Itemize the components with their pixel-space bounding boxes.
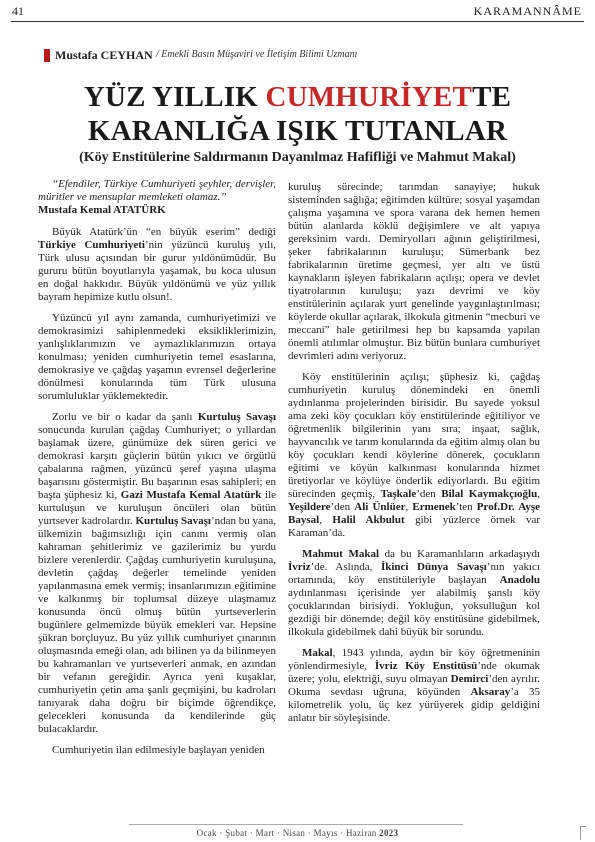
article-subtitle: (Köy Enstitülerine Saldırmanın Dayanılmaz Hafifliği ve Mahmut Makal) xyxy=(79,150,516,165)
paragraph: kuruluş sürecinde; tarımdan sanayiye; hukuk sisteminden sağlığa; eğitimden kültüre; sosyal yaşamdan çalışma yaşamına ve spora varana dek hemen hemen bütün alanlarda köklü değişimlere ve alt yapıya gereksinim vardı. Demiryolları ağının geliştirilmesi, şeker fabrikalarının kuruluşu; Sümerbank bez fabrikalarının üretime geçmesi, yer altı ve üstü kaynakların işleyen fabrikaların açılışı; opera ve devlet tiyatrolarının kuruluşu; yazı devrimi ve köy enstitülerinin açılarak yurt genelinde yaygınlaştırılması; köylerde okullar açılarak, ilkokula gitmenin “mecburi ve meccani” hale getirilmesi hep bu kapsamda yapılan önemli atılımlar olmuştur. Biz bütün bunlara cumhuriyet devrimleri adını veriyoruz. xyxy=(288,181,540,362)
article-title-line-2: KARANLIĞA IŞIK TUTANLAR xyxy=(87,115,508,147)
page-number: 41 xyxy=(12,4,24,18)
paragraph: Büyük Atatürk’ün “en büyük eserim” dediği Türkiye Cumhuriyeti’nin yüzüncü kuruluş yılı, Türk ulusu açısından bir gurur yıldönümüdür. Bu gururu bütün boyutlarıyla yaşamak, bu koca ulusun en doğal hakkıdır. Büyük yıldönümü ve yüz yıllık bayram hepimize kutlu olsun!. xyxy=(38,226,276,303)
page-footer xyxy=(0,824,595,842)
author-name: Mustafa CEYHAN xyxy=(55,48,153,62)
right-column xyxy=(288,181,540,733)
paragraph: Köy enstitülerinin açılışı; şüphesiz ki, çağdaş cumhuriyetin kuruluş dönemindeki en önemli aydınlanma projelerinden birisidir. Bu sayede yoksul ama zeki köy çocukları köy enstitülerinde eğitiliyor ve öğretmenlik bilgilerinin yanı sıra; inşaat, sağlık, hayvancılık ve tarım konularında da eğitim almış olan bu köy çocukları kendi köylerine dönerek, çocukların eğitimi ve köyün kalkınması konularında hizmet üretiyorlar ve köylüye önderlik ediyorlardı. Bu eğitim sürecinden geçmiş, Taşkale’den Bilal Kaymakçıoğlu, Yeşildere’den Ali Ünlüer, Ermenek’ten Prof.Dr. Ayşe Baysal, Halil Akbulut gibi yüzlerce örnek var Karaman’da. xyxy=(288,371,541,539)
title-text: TE xyxy=(472,81,512,113)
magazine-name: KARAMANNÂME xyxy=(473,4,582,18)
paragraph: Mahmut Makal da bu Karamanlıların arkadaşıydı İvriz’de. Aslında, İkinci Dünya Savaşı’nın yakıcı ortamında, köy enstitüleriyle başlayan Anadolu aydınlanması içerisinde yer alabilmiş şanslı köy çocuklarından birisiydi. Yokluğun, yoksulluğun kol gezdiği bir dönemde; değil köy enstitüsüne gidebilmek, ilkokula gidebilmek dahi büyük bir sorundu. xyxy=(288,548,541,638)
title-text: YÜZ YILLIK xyxy=(83,81,266,113)
epigraph-quote: “Efendiler, Türkiye Cumhuriyeti şeyhler, dervişler, müritler ve mensuplar memleketi olamaz.” xyxy=(38,178,276,203)
paragraph: Yüzüncü yıl aynı zamanda, cumhuriyetimizi ve demokrasimizi sahiplenmedeki eksikliklerimizin, yanlışlıklarımızın ve aymazlıklarımızın ortaya konulması; yeniden cumhuriyetin temel esaslarına, demokrasiye ve çağdaş yaşamın evrensel değerlerine dönülmesi konularında tüm Türk ulusuna sorumluluklar yüklemektedir. xyxy=(38,312,276,402)
footer-corner-mark xyxy=(580,826,586,840)
header-rule xyxy=(11,21,584,22)
page-header xyxy=(0,0,595,24)
article-title-line-1 xyxy=(0,80,595,114)
author-accent-bar xyxy=(44,49,50,62)
author-role: / Emekli Basın Müşaviri ve İletişim Bilimi Uzmanı xyxy=(156,49,358,60)
paragraph: Cumhuriyetin ilan edilmesiyle başlayan yeniden xyxy=(52,744,265,756)
issue-year: 2023 xyxy=(379,828,399,838)
title-highlight: CUMHURİYET xyxy=(265,81,473,113)
author-line xyxy=(44,47,555,67)
paragraph: Makal, 1943 yılında, aydın bir köy öğretmeninin yönlendirmesiyle, İvriz Köy Enstitüsü’nde okumak üzere; yolu, elektriği, suyu olmayan Demirci’den ayrılır. Okuma sevdası uğruna, köyünden Aksaray’a 35 kilometrelik yolu, üç kez yürüyerek gidip geldiğini anlatır bir söyleşisinde. xyxy=(288,647,541,724)
footer-rule xyxy=(129,824,463,825)
paragraph: Zorlu ve bir o kadar da şanlı Kurtuluş Savaşı sonucunda kurulan çağdaş Cumhuriyet; o yıllardan başlamak üzere, günümüze dek süren gerici ve demokrasi karşıtı güçlerin bütün yıkıcı ve örgütlü çabalarına rağmen, yüzüncü şeref yaşına ulaşma başarısını göstermiştir. Bu başarının esas sahipleri; en başta şüphesiz ki, Gazi Mustafa Kemal Atatürk ile kurtuluşun ve kuruluşun öncüleri olan bütün yurtsever kadrolardır. Kurtuluş Savaşı’ndan bu yana, ülkemizin bağımsızlığı için canını vermiş olan kahraman şehitlerimiz ve gazilerimiz bu yurdu bizlere verenlerdir. Çağdaş cumhuriyetin kuruluşuna, devletin çağdaş değerler temelinde yeniden yapılanmasına emek vermiş; insanlarımızın eğitimine ve kalkınmış bir toplumsal düzeye ulaşmamız konusunda öncü olmuş bütün yurtseverlerin bugünlere gelmemizde büyük emekleri var. Hepsine şükran borçluyuz. Bu yüz yıllık cumhuriyet çınarının oluşmasında emeği olan, adı bilinen ya da bilinmeyen bu kahramanları ve yurtseverleri anmak, en azından bir vefanın gereğidir. Ayrıca yeni kuşaklar, cumhuriyetin çetin ama şanlı geçmişini, bu kadroları tanıyarak daha doğru bir biçimde öğrendikçe, gelecekleri konusunda da kendilerinde güç bulacaklardır. xyxy=(38,411,277,735)
issue-months: Ocak · Şubat · Mart · Nisan · Mayıs · Haziran xyxy=(196,828,380,838)
epigraph-author: Mustafa Kemal ATATÜRK xyxy=(38,204,166,216)
issue-dates xyxy=(0,828,595,838)
left-column xyxy=(38,178,276,765)
